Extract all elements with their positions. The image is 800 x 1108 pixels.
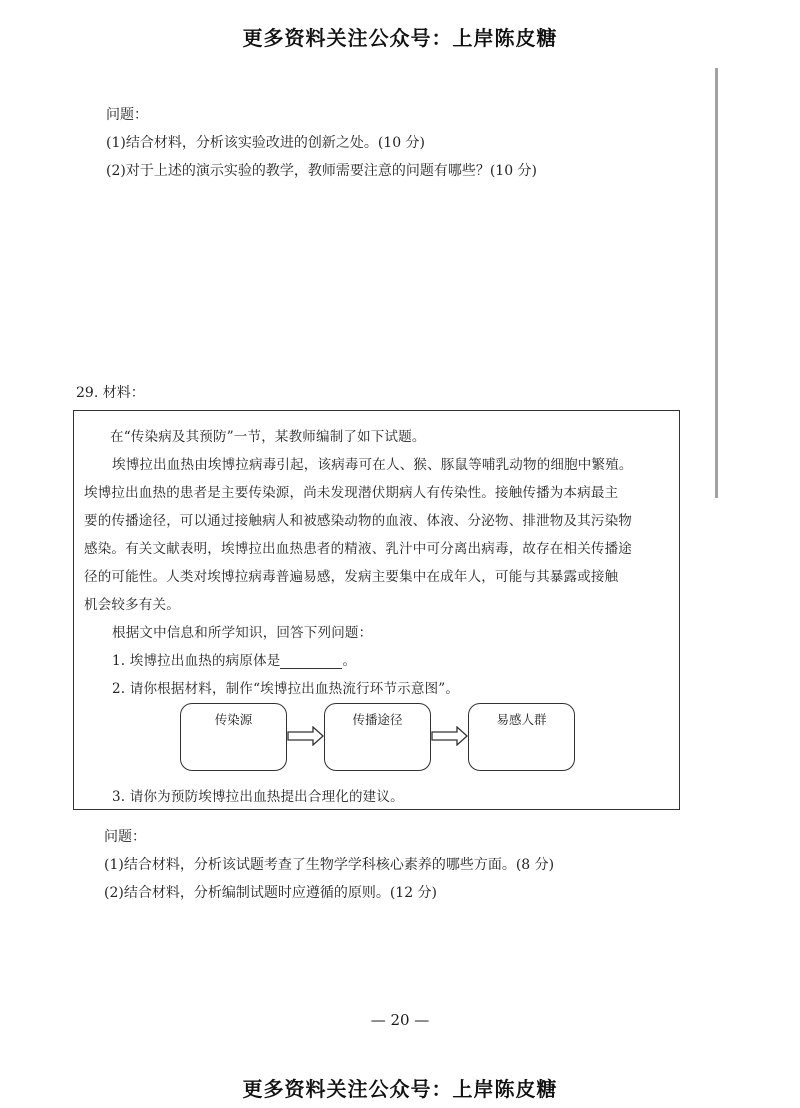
material-paragraph-line: 机会较多有关。	[84, 597, 180, 613]
item-1-suffix: 。	[342, 653, 357, 669]
q29-heading: 29. 材料：	[76, 385, 145, 401]
material-paragraph-line: 埃博拉出血热由埃博拉病毒引起，该病毒可在人、猴、豚鼠等哺乳动物的细胞中繁殖。	[112, 457, 633, 473]
material-instruction: 根据文中信息和所学知识，回答下列问题：	[112, 625, 373, 641]
bottom-banner: 更多资料关注公众号：上岸陈皮糖	[242, 1077, 558, 1101]
flow-box-susceptible	[468, 703, 575, 771]
arrow-icon	[432, 727, 467, 745]
material-paragraph-line: 要的传播途径，可以通过接触病人和被感染动物的血液、体液、分泌物、排泄物及其污染物	[84, 513, 632, 529]
material-paragraph-line: 径的可能性。人类对埃博拉病毒普遍易感，发病主要集中在成年人，可能与其暴露或接触	[84, 569, 619, 585]
scan-edge-line	[715, 68, 718, 498]
q29-question-label: 问题：	[104, 829, 146, 845]
item-1-text: 1. 埃博拉出血热的病原体是	[112, 653, 281, 669]
flow-arrow-1	[287, 726, 325, 746]
q29-question-1: (1)结合材料，分析该试题考查了生物学学科核心素养的哪些方面。(8 分)	[104, 857, 555, 873]
q28-question-2: (2)对于上述的演示实验的教学，教师需要注意的问题有哪些？(10 分)	[106, 163, 538, 179]
material-item-2: 2. 请你根据材料，制作“埃博拉出血热流行环节示意图”。	[112, 681, 460, 697]
q29-question-2: (2)结合材料，分析编制试题时应遵循的原则。(12 分)	[104, 885, 438, 901]
answer-blank	[280, 654, 342, 669]
flow-box-route-label: 传播途径	[352, 712, 403, 727]
flow-box-source-label: 传染源	[214, 712, 253, 727]
top-banner: 更多资料关注公众号：上岸陈皮糖	[242, 26, 558, 50]
flow-box-route	[324, 703, 431, 771]
q28-question-label: 问题：	[106, 107, 148, 123]
material-item-1	[112, 649, 356, 669]
flow-box-susceptible-label: 易感人群	[496, 712, 547, 727]
material-intro: 在“传染病及其预防”一节，某教师编制了如下试题。	[110, 429, 426, 445]
material-paragraph-line: 埃博拉出血热的患者是主要传染源，尚未发现潜伏期病人有传染性。接触传播为本病最主	[84, 485, 619, 501]
arrow-icon	[288, 727, 323, 745]
page-number: — 20 —	[370, 1011, 430, 1029]
material-item-3: 3. 请你为预防埃博拉出血热提出合理化的建议。	[112, 789, 404, 805]
flow-arrow-2	[431, 726, 469, 746]
q28-question-1: (1)结合材料，分析该实验改进的创新之处。(10 分)	[106, 135, 426, 151]
flow-box-source	[180, 703, 287, 771]
material-paragraph-line: 感染。有关文献表明，埃博拉出血热患者的精液、乳汁中可分离出病毒，故存在相关传播途	[84, 541, 632, 557]
